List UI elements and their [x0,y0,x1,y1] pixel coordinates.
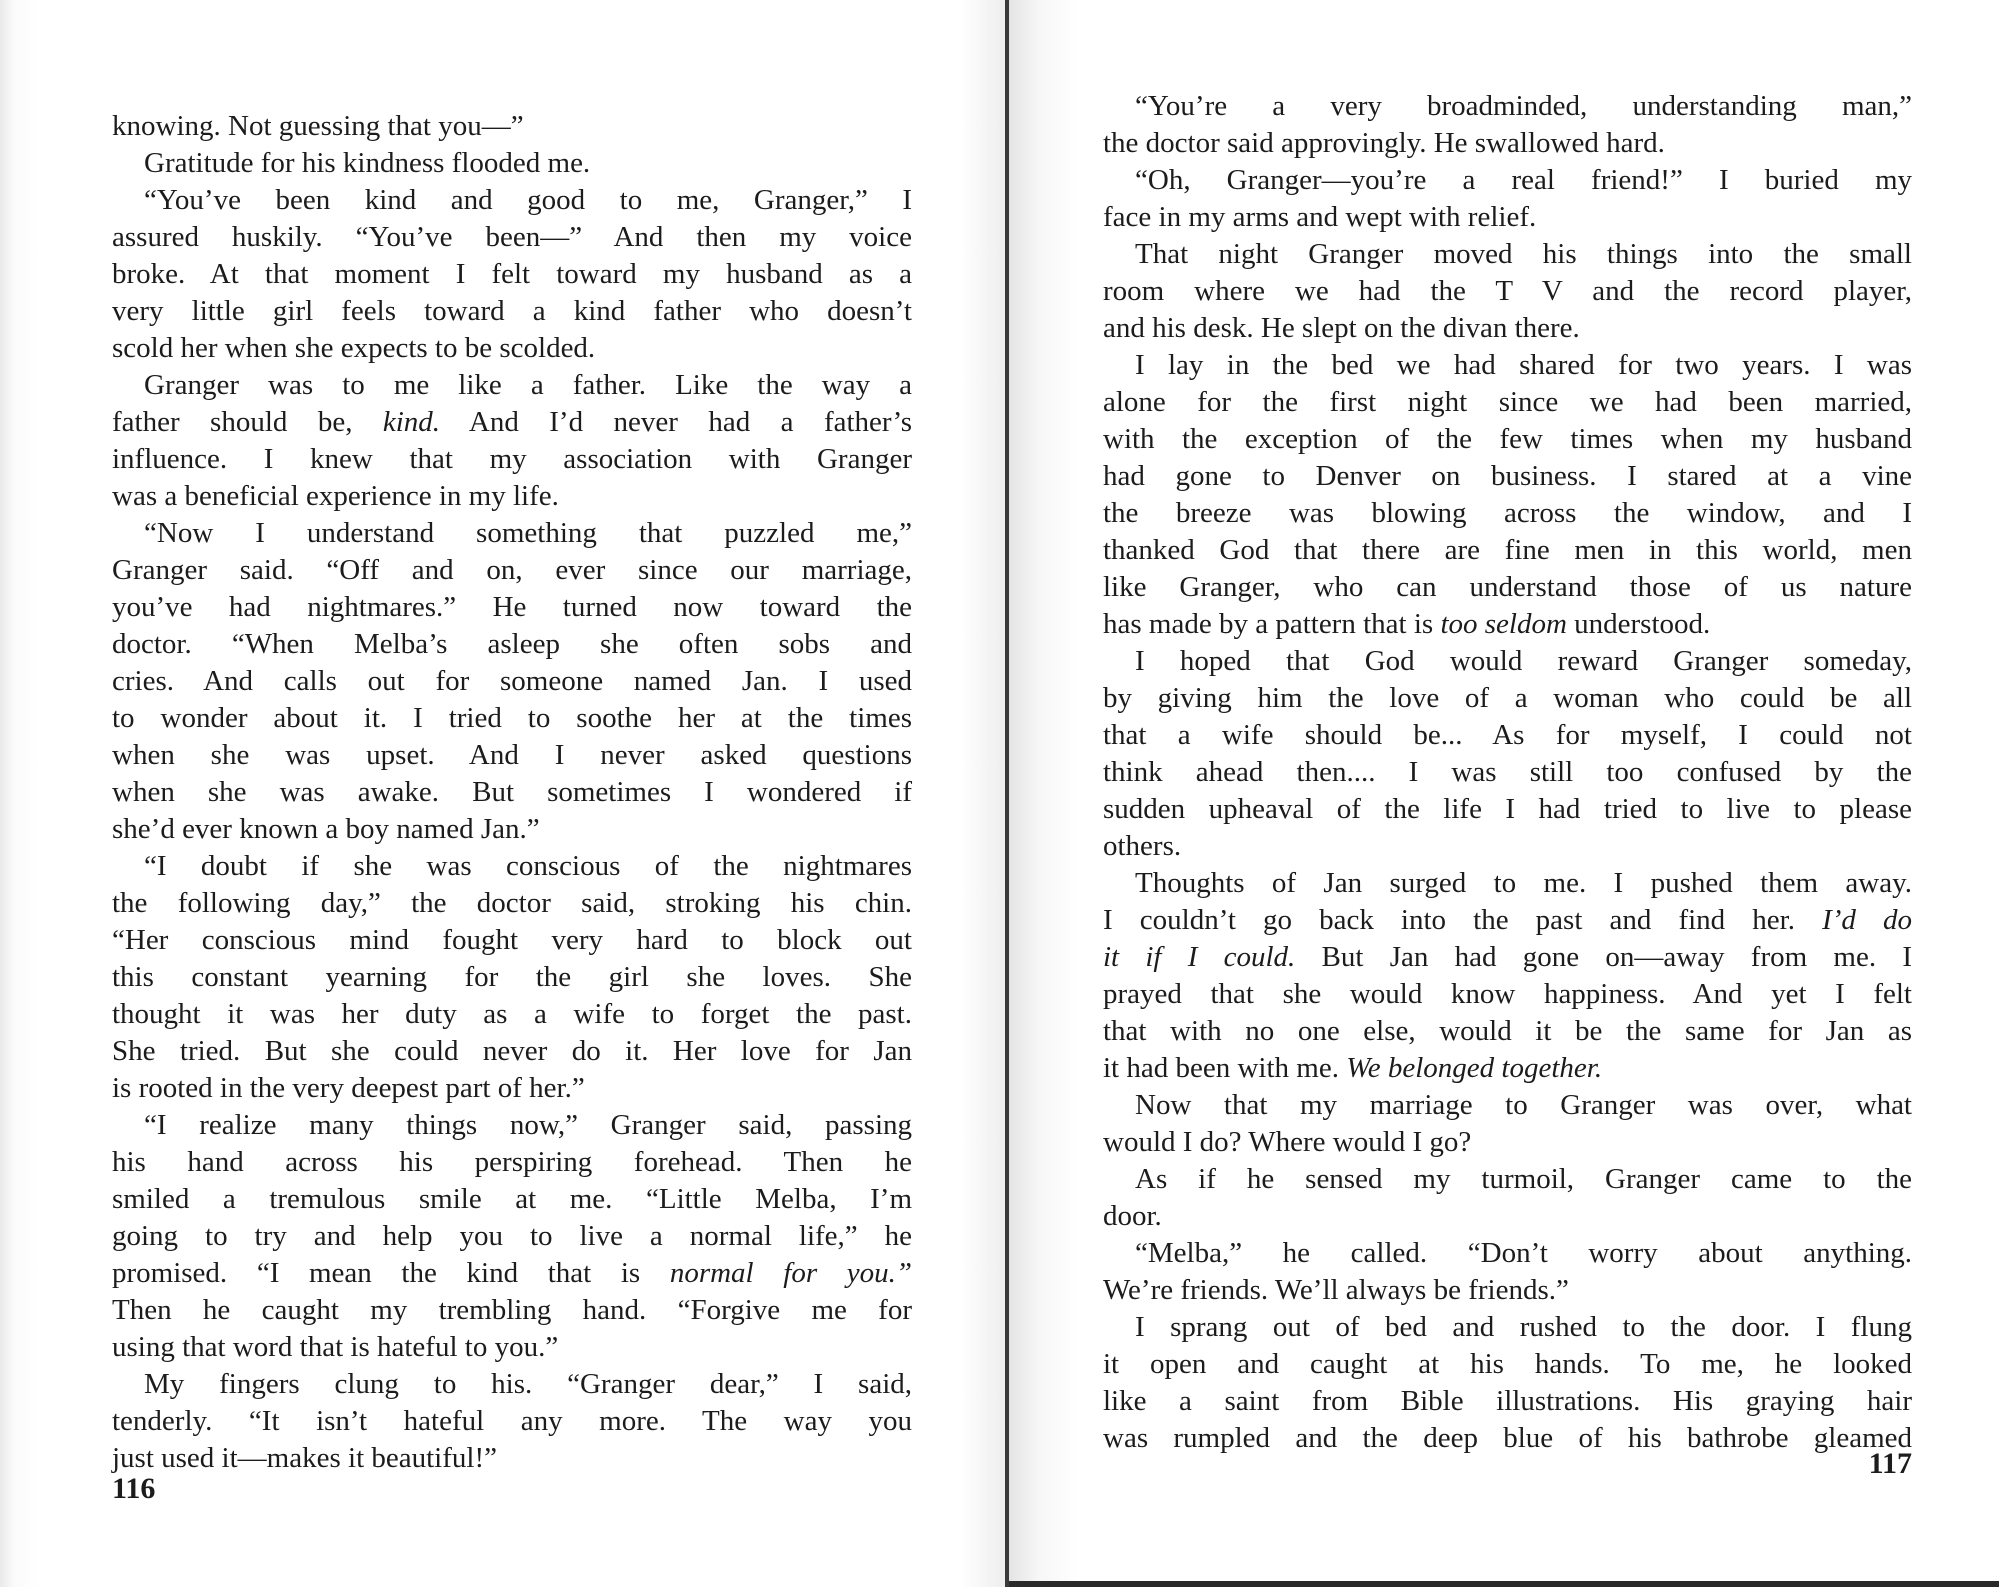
text-line: I lay in the bed we had shared for two years. I was [1135,349,1912,381]
text-line: it open and caught at his hands. To me, he looked [1103,1348,1912,1380]
text-line: is rooted in the very deepest part of her.” [112,1072,585,1104]
text-line: My fingers clung to his. “Granger dear,” I said, [144,1368,912,1400]
text-line: think ahead then.... I was still too confused by the [1103,756,1912,788]
text-line [1103,606,1912,643]
text-line: “You’ve been kind and good to me, Granger,” I [144,184,912,216]
text-segment: father should be, [112,406,383,438]
text-line: That night Granger moved his things into the small [1135,238,1912,270]
text-line: “Her conscious mind fought very hard to block out [112,924,912,956]
italic-text: kind. [382,406,441,438]
text-line: alone for the first night since we had been married, [1103,386,1912,418]
text-line: face in my arms and wept with relief. [1103,201,1537,233]
text-line: the following day,” the doctor said, stroking his chin. [112,887,912,919]
text-line: Granger said. “Off and on, ever since our marriage, [112,554,912,586]
text-line [1103,939,1912,976]
text-line [1103,1050,1912,1087]
left-page-text [112,108,912,1477]
italic-text: too seldom [1440,608,1567,640]
text-line [112,404,912,441]
text-line: She tried. But she could never do it. Her love for Jan [112,1035,912,1067]
text-line: just used it—makes it beautiful!” [112,1442,497,1474]
text-line: his hand across his perspiring forehead. Then he [112,1146,912,1178]
text-line: the breeze was blowing across the window, and I [1103,497,1912,529]
text-line: when she was awake. But sometimes I wondered if [112,776,912,808]
text-line: that with no one else, would it be the same for Jan as [1103,1015,1912,1047]
text-line: “Oh, Granger—you’re a real friend!” I buried my [1135,164,1912,196]
italic-text: We belonged together. [1346,1052,1603,1084]
text-line: prayed that she would know happiness. And yet I felt [1103,978,1912,1010]
text-line: thought it was her duty as a wife to forget the past. [112,998,912,1030]
text-line: smiled a tremulous smile at me. “Little Melba, I’m [112,1183,912,1215]
text-line: like a saint from Bible illustrations. His graying hair [1103,1385,1912,1417]
text-segment: it had been with me. [1103,1052,1347,1084]
text-line: by giving him the love of a woman who could be all [1103,682,1912,714]
text-line: “I doubt if she was conscious of the nightmares [144,850,912,882]
text-line: sudden upheaval of the life I had tried to live to please [1103,793,1912,825]
text-line: Gratitude for his kindness flooded me. [144,147,591,179]
text-line: I sprang out of bed and rushed to the door. I flung [1135,1311,1912,1343]
text-line: to wonder about it. I tried to soothe her at the times [112,702,912,734]
text-line: and his desk. He slept on the divan there. [1103,312,1580,344]
text-line: door. [1103,1200,1162,1232]
text-line: I hoped that God would reward Granger someday, [1135,645,1912,677]
text-line: using that word that is hateful to you.” [112,1331,559,1363]
text-line: tenderly. “It isn’t hateful any more. The way you [112,1405,912,1437]
text-line: was a beneficial experience in my life. [112,480,559,512]
text-line: room where we had the T V and the record player, [1103,275,1912,307]
text-line: doctor. “When Melba’s asleep she often sobs and [112,628,912,660]
text-line: had gone to Denver on business. I stared at a vine [1103,460,1912,492]
italic-text: normal for you.” [669,1257,912,1289]
text-line: We’re friends. We’ll always be friends.” [1103,1274,1569,1306]
text-line: this constant yearning for the girl she loves. She [112,961,912,993]
text-line: she’d ever known a boy named Jan.” [112,813,540,845]
text-line: others. [1103,830,1182,862]
text-line: As if he sensed my turmoil, Granger came to the [1135,1163,1912,1195]
text-line: like Granger, who can understand those of us nature [1103,571,1912,603]
text-segment: I couldn’t go back into the past and find her. [1103,904,1823,936]
text-line [112,1255,912,1292]
text-line: “You’re a very broadminded, understanding man,” [1135,90,1912,122]
text-line: assured huskily. “You’ve been—” And then my voice [112,221,912,253]
text-line: that a wife should be... As for myself, I could not [1103,719,1912,751]
text-line: knowing. Not guessing that you—” [112,110,524,142]
text-line: Thoughts of Jan surged to me. I pushed them away. [1135,867,1912,899]
text-line: would I do? Where would I go? [1103,1126,1472,1158]
page-number: 116 [112,1472,156,1505]
text-line: “Now I understand something that puzzled me,” [144,517,912,549]
text-line: going to try and help you to live a normal life,” he [112,1220,912,1252]
text-line: you’ve had nightmares.” He turned now toward the [112,591,912,623]
text-line: “I realize many things now,” Granger said, passing [144,1109,912,1141]
text-line: Then he caught my trembling hand. “Forgive me for [112,1294,912,1326]
text-line [1103,902,1912,939]
italic-text: I’d do [1822,904,1912,936]
text-line: broke. At that moment I felt toward my husband as a [112,258,912,290]
page-edge-shadow [1009,1581,1999,1587]
text-line: the doctor said approvingly. He swallowed hard. [1103,127,1665,159]
text-line: thanked God that there are fine men in this world, men [1103,534,1912,566]
text-line: cries. And calls out for someone named Jan. I used [112,665,912,697]
text-segment: promised. “I mean the kind that is [112,1257,670,1289]
page-number: 117 [1868,1447,1912,1480]
text-line: scold her when she expects to be scolded. [112,332,596,364]
text-line: very little girl feels toward a kind father who doesn’t [112,295,912,327]
text-segment: And I’d never had a father’s [440,406,912,438]
text-line: when she was upset. And I never asked questions [112,739,912,771]
text-segment: But Jan had gone on—away from me. I [1295,941,1912,973]
text-line: “Melba,” he called. “Don’t worry about anything. [1135,1237,1912,1269]
text-line: Granger was to me like a father. Like the way a [144,369,912,401]
right-page-text [1103,88,1912,1457]
text-segment: understood. [1566,608,1711,640]
italic-text: it if I could. [1103,941,1296,973]
text-line: Now that my marriage to Granger was over, what [1135,1089,1912,1121]
text-line: with the exception of the few times when my husband [1103,423,1912,455]
text-line: influence. I knew that my association with Granger [112,443,912,475]
text-segment: has made by a pattern that is [1103,608,1441,640]
text-line: was rumpled and the deep blue of his bathrobe gleamed [1103,1422,1912,1454]
